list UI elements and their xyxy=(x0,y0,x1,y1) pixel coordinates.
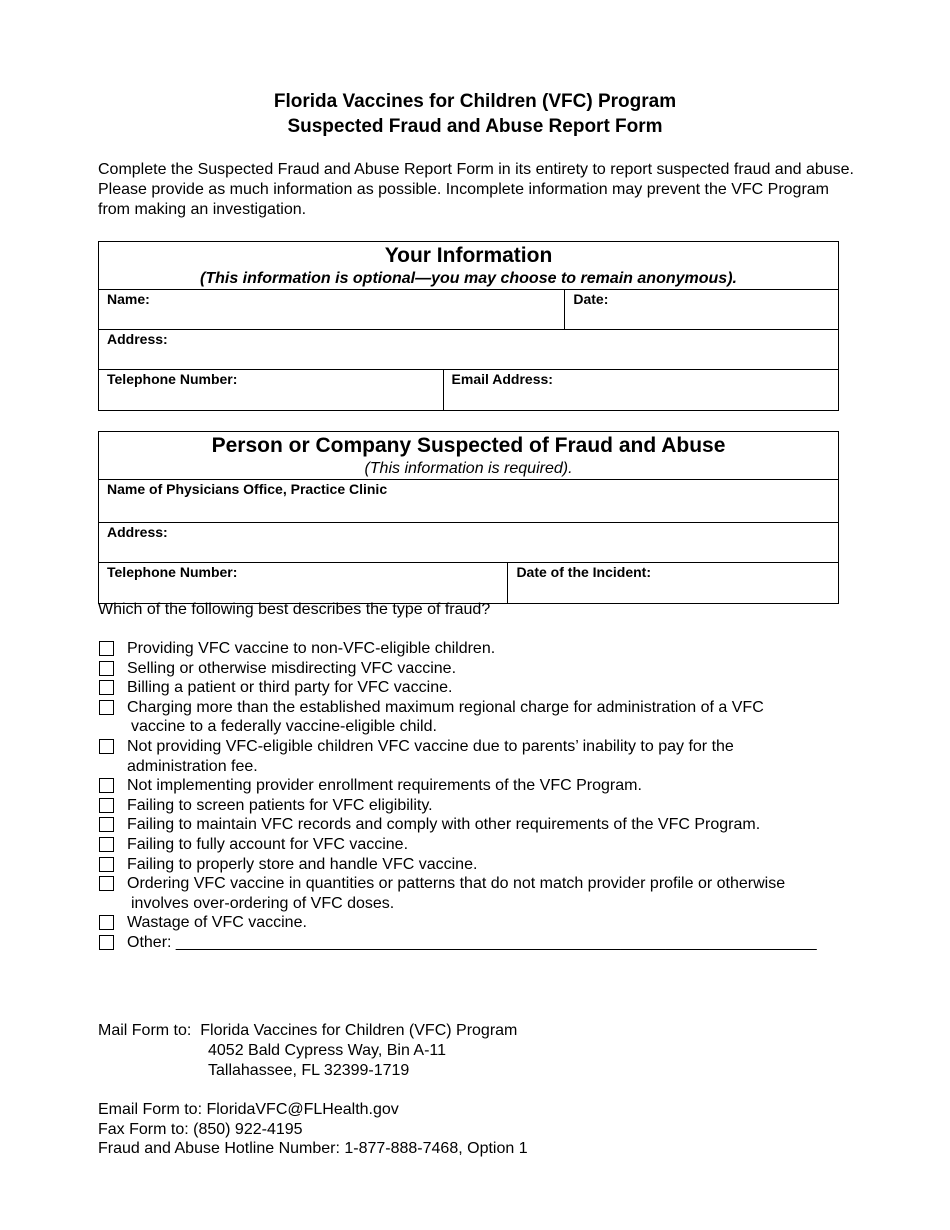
suspect-address-label: Address: xyxy=(107,524,168,540)
fax-form-to: Fax Form to: (850) 922-4195 xyxy=(98,1120,303,1138)
checkbox[interactable] xyxy=(99,935,114,950)
checkbox[interactable] xyxy=(99,680,114,695)
suspect-telephone-label: Telephone Number: xyxy=(107,564,238,580)
checkbox[interactable] xyxy=(99,876,114,891)
checkbox[interactable] xyxy=(99,915,114,930)
your-information-section xyxy=(98,241,839,411)
suspect-header xyxy=(99,432,839,480)
email-form-to: Email Form to: FloridaVFC@FLHealth.gov xyxy=(98,1101,399,1118)
your-name-field[interactable] xyxy=(99,290,565,330)
fraud-option: Failing to fully account for VFC vaccine. xyxy=(98,835,858,855)
your-telephone-label: Telephone Number: xyxy=(107,371,238,387)
checkbox[interactable] xyxy=(99,661,114,676)
contact-info xyxy=(98,1100,528,1159)
form-subtitle: Suspected Fraud and Abuse Report Form xyxy=(287,116,663,137)
suspect-address-field[interactable] xyxy=(99,523,839,563)
your-address-label: Address: xyxy=(107,331,168,347)
mail-line-2: 4052 Bald Cypress Way, Bin A-11 xyxy=(208,1042,447,1059)
fraud-type-question: Which of the following best describes the type of fraud? xyxy=(98,601,491,618)
your-information-title: Your Information xyxy=(384,244,553,267)
your-information-subtitle: (This information is optional—you may choose to remain anonymous). xyxy=(200,270,737,287)
your-email-label: Email Address: xyxy=(451,371,553,387)
mail-instructions xyxy=(98,1021,517,1081)
checkbox[interactable] xyxy=(99,837,114,852)
fraud-option: Not providing VFC-eligible children VFC vaccine due to parents’ inability to pay for the administration fee. xyxy=(98,737,858,776)
fraud-option: Failing to screen patients for VFC eligibility. xyxy=(98,796,858,816)
checkbox[interactable] xyxy=(99,739,114,754)
your-telephone-field[interactable] xyxy=(99,370,444,411)
incident-date-label: Date of the Incident: xyxy=(516,564,651,580)
your-information-header xyxy=(99,242,839,290)
fraud-option: Providing VFC vaccine to non-VFC-eligible children. xyxy=(98,639,858,659)
fraud-option: Charging more than the established maximum regional charge for administration of a VFC vaccine to a federally vaccine-eligible child. xyxy=(98,698,858,737)
fraud-option: Wastage of VFC vaccine. xyxy=(98,913,858,933)
fraud-option: Not implementing provider enrollment requirements of the VFC Program. xyxy=(98,776,858,796)
suspect-subtitle: (This information is required). xyxy=(364,460,573,477)
fraud-option: Billing a patient or third party for VFC vaccine. xyxy=(98,678,858,698)
checkbox[interactable] xyxy=(99,817,114,832)
checkbox[interactable] xyxy=(99,700,114,715)
checkbox[interactable] xyxy=(99,641,114,656)
your-date-field[interactable] xyxy=(565,290,839,330)
checkbox[interactable] xyxy=(99,857,114,872)
incident-date-field[interactable] xyxy=(508,563,839,604)
fraud-option-other xyxy=(98,933,858,953)
your-date-label: Date: xyxy=(573,291,609,307)
checkbox[interactable] xyxy=(99,778,114,793)
fraud-option: Selling or otherwise misdirecting VFC vaccine. xyxy=(98,659,858,679)
other-input-line[interactable]: Other: ________________________________________________________________________ xyxy=(127,933,817,951)
fraud-option: Failing to maintain VFC records and comply with other requirements of the VFC Program. xyxy=(98,815,858,835)
office-name-label: Name of Physicians Office, Practice Clinic xyxy=(107,481,388,497)
fraud-option: Failing to properly store and handle VFC vaccine. xyxy=(98,855,858,875)
mail-line-3: Tallahassee, FL 32399-1719 xyxy=(208,1062,410,1079)
suspect-title: Person or Company Suspected of Fraud and Abuse xyxy=(211,434,726,457)
your-address-field[interactable] xyxy=(99,330,839,370)
suspect-section xyxy=(98,431,839,604)
hotline-number: Fraud and Abuse Hotline Number: 1-877-888-7468, Option 1 xyxy=(98,1140,528,1158)
suspect-telephone-field[interactable] xyxy=(99,563,508,604)
fraud-type-checklist xyxy=(98,639,858,953)
intro-paragraph: Complete the Suspected Fraud and Abuse Report Form in its entirety to report suspected fraud and abuse. Please provide as much information as possible. Incomplete information may prevent the VFC Program from making an investigation. xyxy=(98,161,854,218)
fraud-option: Ordering VFC vaccine in quantities or patterns that do not match provider profile or otherwise involves over-ordering of VFC doses. xyxy=(98,874,858,913)
form-title: Florida Vaccines for Children (VFC) Program xyxy=(273,91,677,112)
your-name-label: Name: xyxy=(107,291,150,307)
office-name-field[interactable] xyxy=(99,480,839,523)
mail-line-1: Mail Form to: Florida Vaccines for Children (VFC) Program xyxy=(98,1022,518,1039)
your-email-field[interactable] xyxy=(443,370,838,411)
checkbox[interactable] xyxy=(99,798,114,813)
